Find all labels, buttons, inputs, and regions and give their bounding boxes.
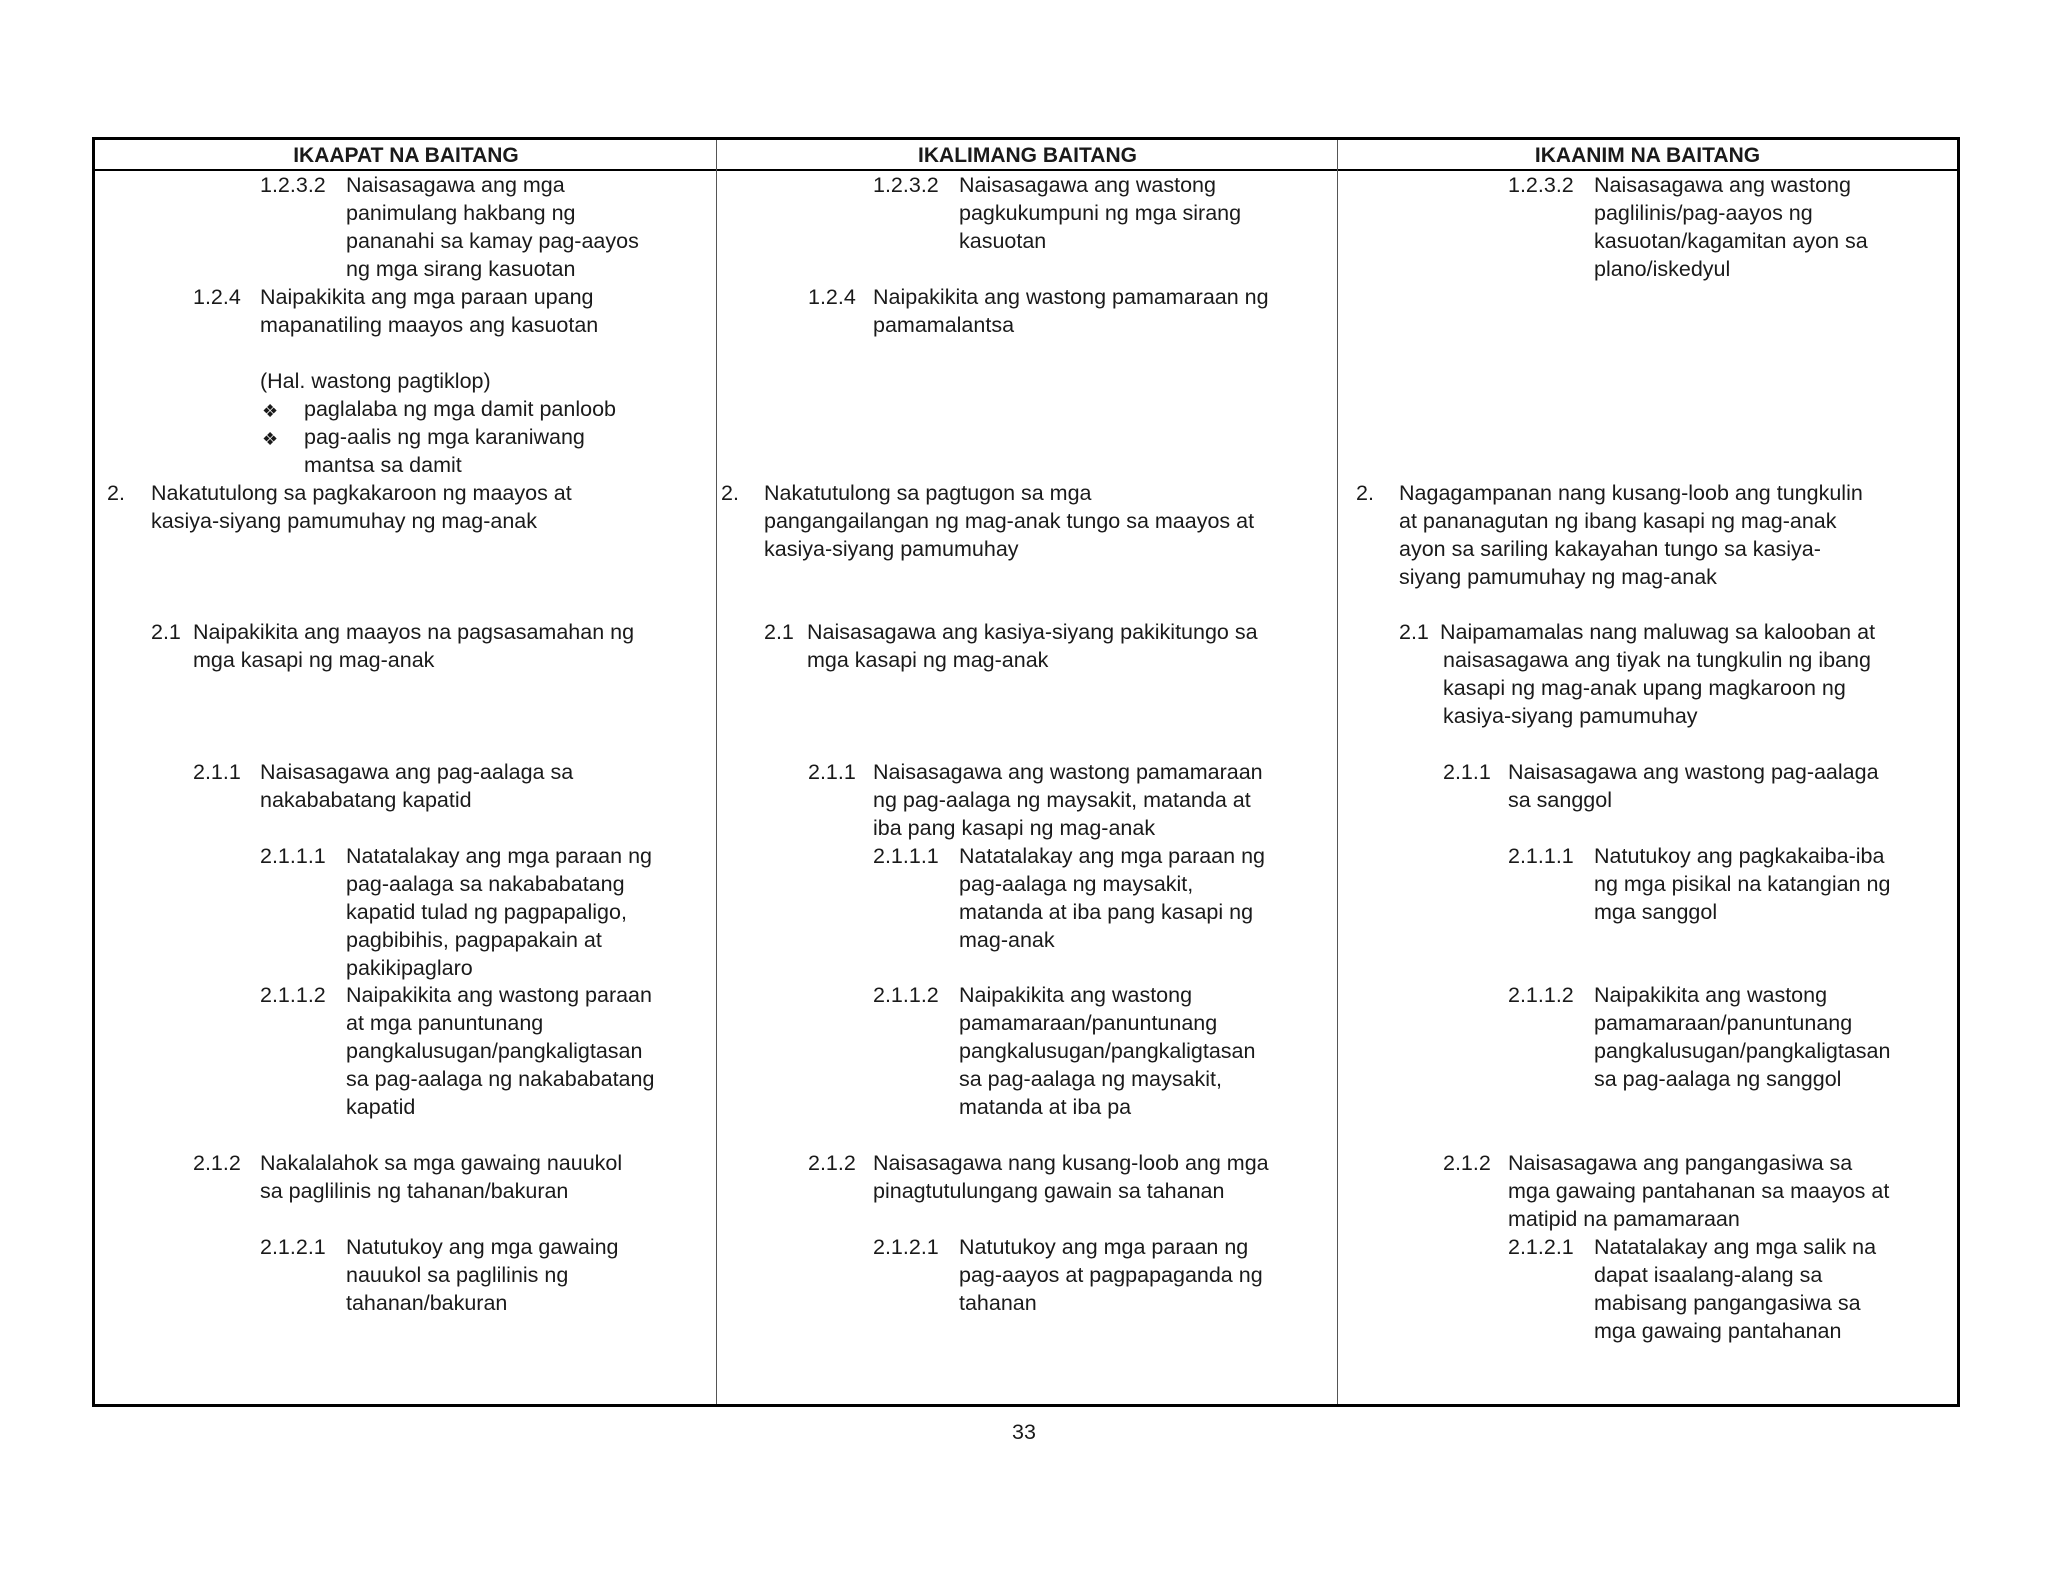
outline-text-line: mapanatiling maayos ang kasuotan <box>260 312 599 337</box>
outline-number: 2.1.1 <box>808 760 856 784</box>
outline-number: 2.1.1 <box>1443 760 1491 784</box>
outline-text-line: sa sanggol <box>1508 787 1612 812</box>
outline-text-line: Naisasagawa ang pag-aalaga sa <box>260 760 574 784</box>
outline-text-line: pangangailangan ng mag-anak tungo sa maayos at <box>764 508 1255 533</box>
outline-text-line: tahanan/bakuran <box>346 1290 508 1315</box>
outline-number: 2.1 <box>1399 620 1429 644</box>
bullet-text: mantsa sa damit <box>304 452 462 477</box>
outline-text-line: Naisasagawa ang wastong <box>959 173 1216 197</box>
outline-number: 1.2.3.2 <box>260 173 326 197</box>
outline-text-line: Nakatutulong sa pagkakaroon ng maayos at <box>151 481 572 505</box>
outline-number: 2. <box>721 481 739 505</box>
outline-text-line: kasapi ng mag-anak upang magkaroon ng <box>1443 675 1846 700</box>
outline-text-line: Naipakikita ang maayos na pagsasamahan ng <box>193 620 635 644</box>
outline-number: 2.1.1.1 <box>260 844 326 868</box>
outline-text-line: ng pag-aalaga ng maysakit, matanda at <box>873 787 1251 812</box>
outline-text-line: matanda at iba pang kasapi ng <box>959 899 1254 924</box>
outline-number: 2.1.2.1 <box>873 1235 939 1259</box>
outline-text-line: mga sanggol <box>1594 899 1718 924</box>
outline-number: 2.1.1 <box>193 760 241 784</box>
outline-text-line: ng mga sirang kasuotan <box>346 256 576 281</box>
outline-text-line: at mga panuntunang <box>346 1010 544 1035</box>
outline-text-line: pananahi sa kamay pag-aayos <box>346 228 639 253</box>
outline-text-line: Naipamamalas nang maluwag sa kalooban at <box>1440 620 1876 644</box>
outline-text-line: Naipakikita ang wastong paraan <box>346 983 652 1007</box>
outline-text-line: siyang pamumuhay ng mag-anak <box>1399 564 1717 589</box>
outline-text-line: Naisasagawa ang wastong pamamaraan <box>873 760 1263 784</box>
outline-text-line: nauukol sa paglilinis ng <box>346 1262 569 1287</box>
outline-text-line: plano/iskedyul <box>1594 256 1731 281</box>
outline-text-line: naisasagawa ang tiyak na tungkulin ng ibang <box>1443 647 1871 672</box>
outline-text-line: pinagtutulungang gawain sa tahanan <box>873 1178 1225 1203</box>
outline-text-line: mga kasapi ng mag-anak <box>807 647 1049 672</box>
outline-text-line: kapatid <box>346 1094 416 1119</box>
outline-text-line: Naisasagawa ang kasiya-siyang pakikitungo sa <box>807 620 1258 644</box>
outline-text-line: pakikipaglaro <box>346 955 473 980</box>
outline-number: 1.2.3.2 <box>1508 173 1574 197</box>
outline-text-line: sa pag-aalaga ng maysakit, <box>959 1066 1222 1091</box>
outline-text-line: Naisasagawa nang kusang-loob ang mga <box>873 1151 1269 1175</box>
outline-text-line: ayon sa sariling kakayahan tungo sa kasiya- <box>1399 536 1821 561</box>
outline-text-line: pamamaraan/panuntunang <box>959 1010 1218 1035</box>
outline-text-line: pagbibihis, pagpapakain at <box>346 927 602 952</box>
bullet-text: pag-aalis ng mga karaniwang <box>304 424 585 449</box>
outline-text-line: pag-aalaga ng maysakit, <box>959 871 1194 896</box>
outline-text-line: kasuotan/kagamitan ayon sa <box>1594 228 1868 253</box>
outline-text-line: sa paglilinis ng tahanan/bakuran <box>260 1178 569 1203</box>
outline-text-line: pangkalusugan/pangkaligtasan <box>1594 1038 1891 1063</box>
header-grade-5: IKALIMANG BAITANG <box>717 140 1338 171</box>
outline-number: 2.1.1.1 <box>1508 844 1574 868</box>
outline-text-line: Nakalalahok sa mga gawaing nauukol <box>260 1151 623 1175</box>
outline-text-line: mga gawaing pantahanan <box>1594 1318 1842 1343</box>
outline-number: 1.2.4 <box>193 285 241 309</box>
outline-text-line: nakababatang kapatid <box>260 787 472 812</box>
outline-number: 2.1 <box>764 620 794 644</box>
header-grade-6: IKAANIM NA BAITANG <box>1338 140 1957 171</box>
outline-text-line: mga gawaing pantahanan sa maayos at <box>1508 1178 1890 1203</box>
bullet-icon: ❖ <box>262 401 279 421</box>
header-grade-4: IKAAPAT NA BAITANG <box>95 140 717 171</box>
outline-text-line: pag-aayos at pagpapaganda ng <box>959 1262 1263 1287</box>
outline-text-line: Natutukoy ang mga paraan ng <box>959 1235 1249 1259</box>
outline-number: 2.1.1.2 <box>260 983 326 1007</box>
outline-number: 2.1.1.2 <box>873 983 939 1007</box>
outline-text-line: pagkukumpuni ng mga sirang <box>959 200 1242 225</box>
outline-text-line: Naisasagawa ang mga <box>346 173 565 197</box>
outline-number: 2. <box>1356 481 1374 505</box>
outline-text-line: ng mga pisikal na katangian ng <box>1594 871 1891 896</box>
outline-number: 2.1.2.1 <box>260 1235 326 1259</box>
outline-text-line: mga kasapi ng mag-anak <box>193 647 435 672</box>
outline-text-line: paglilinis/pag-aayos ng <box>1594 200 1813 225</box>
outline-text-line: dapat isaalang-alang sa <box>1594 1262 1823 1287</box>
outline-text-line: pangkalusugan/pangkaligtasan <box>959 1038 1256 1063</box>
outline-text-line: Naipakikita ang wastong pamamaraan ng <box>873 285 1269 309</box>
outline-number: 2.1.1.1 <box>873 844 939 868</box>
outline-text-line: pamamalantsa <box>873 312 1015 337</box>
outline-text-line: Naipakikita ang wastong <box>959 983 1193 1007</box>
outline-text-line: tahanan <box>959 1290 1037 1315</box>
outline-text-line: Nakatutulong sa pagtugon sa mga <box>764 481 1092 505</box>
outline-text-line: kasuotan <box>959 228 1047 253</box>
outline-number: 2.1.2 <box>193 1151 241 1175</box>
outline-text-line: at pananagutan ng ibang kasapi ng mag-anak <box>1399 508 1837 533</box>
outline-text-line: Natatalakay ang mga salik na <box>1594 1235 1877 1259</box>
outline-text-line: mag-anak <box>959 927 1055 952</box>
outline-number: 2. <box>107 481 125 505</box>
outline-text-line: mabisang pangangasiwa sa <box>1594 1290 1861 1315</box>
outline-text-line: (Hal. wastong pagtiklop) <box>260 369 491 393</box>
outline-number: 1.2.3.2 <box>873 173 939 197</box>
outline-number: 1.2.4 <box>808 285 856 309</box>
outline-text-line: pamamaraan/panuntunang <box>1594 1010 1853 1035</box>
page-number: 33 <box>1012 1420 1036 1444</box>
outline-text-line: Natatalakay ang mga paraan ng <box>346 844 652 868</box>
outline-text-line: Naisasagawa ang wastong pag-aalaga <box>1508 760 1879 784</box>
outline-text-line: Natutukoy ang mga gawaing <box>346 1235 619 1259</box>
outline-text-line: pangkalusugan/pangkaligtasan <box>346 1038 643 1063</box>
outline-text-line: kasiya-siyang pamumuhay <box>1443 703 1698 728</box>
outline-text-line: pag-aalaga sa nakababatang <box>346 871 625 896</box>
outline-text-line: Natutukoy ang pagkakaiba-iba <box>1594 844 1885 868</box>
column-divider <box>716 140 717 1404</box>
column-divider <box>1337 140 1338 1404</box>
outline-text-line: Naipakikita ang wastong <box>1594 983 1828 1007</box>
outline-number: 2.1 <box>151 620 181 644</box>
outline-number: 2.1.2.1 <box>1508 1235 1574 1259</box>
outline-text-line: Naisasagawa ang wastong <box>1594 173 1851 197</box>
outline-text-line: iba pang kasapi ng mag-anak <box>873 815 1156 840</box>
outline-text-line: kapatid tulad ng pagpapaligo, <box>346 899 627 924</box>
outline-number: 2.1.1.2 <box>1508 983 1574 1007</box>
outline-text-line: kasiya-siyang pamumuhay <box>764 536 1019 561</box>
outline-number: 2.1.2 <box>1443 1151 1491 1175</box>
bullet-text: paglalaba ng mga damit panloob <box>304 397 616 421</box>
outline-text-line: Naisasagawa ang pangangasiwa sa <box>1508 1151 1853 1175</box>
outline-text-line: Natatalakay ang mga paraan ng <box>959 844 1265 868</box>
outline-text-line: panimulang hakbang ng <box>346 200 576 225</box>
outline-text-line: Nagagampanan nang kusang-loob ang tungkulin <box>1399 481 1863 505</box>
outline-text-line: sa pag-aalaga ng sanggol <box>1594 1066 1842 1091</box>
outline-text-line: Naipakikita ang mga paraan upang <box>260 285 594 309</box>
outline-text-line: sa pag-aalaga ng nakababatang <box>346 1066 655 1091</box>
outline-text-line: matanda at iba pa <box>959 1094 1132 1119</box>
bullet-icon: ❖ <box>262 428 279 449</box>
outline-number: 2.1.2 <box>808 1151 856 1175</box>
outline-text-line: matipid na pamamaraan <box>1508 1206 1740 1231</box>
outline-text-line: kasiya-siyang pamumuhay ng mag-anak <box>151 508 538 533</box>
